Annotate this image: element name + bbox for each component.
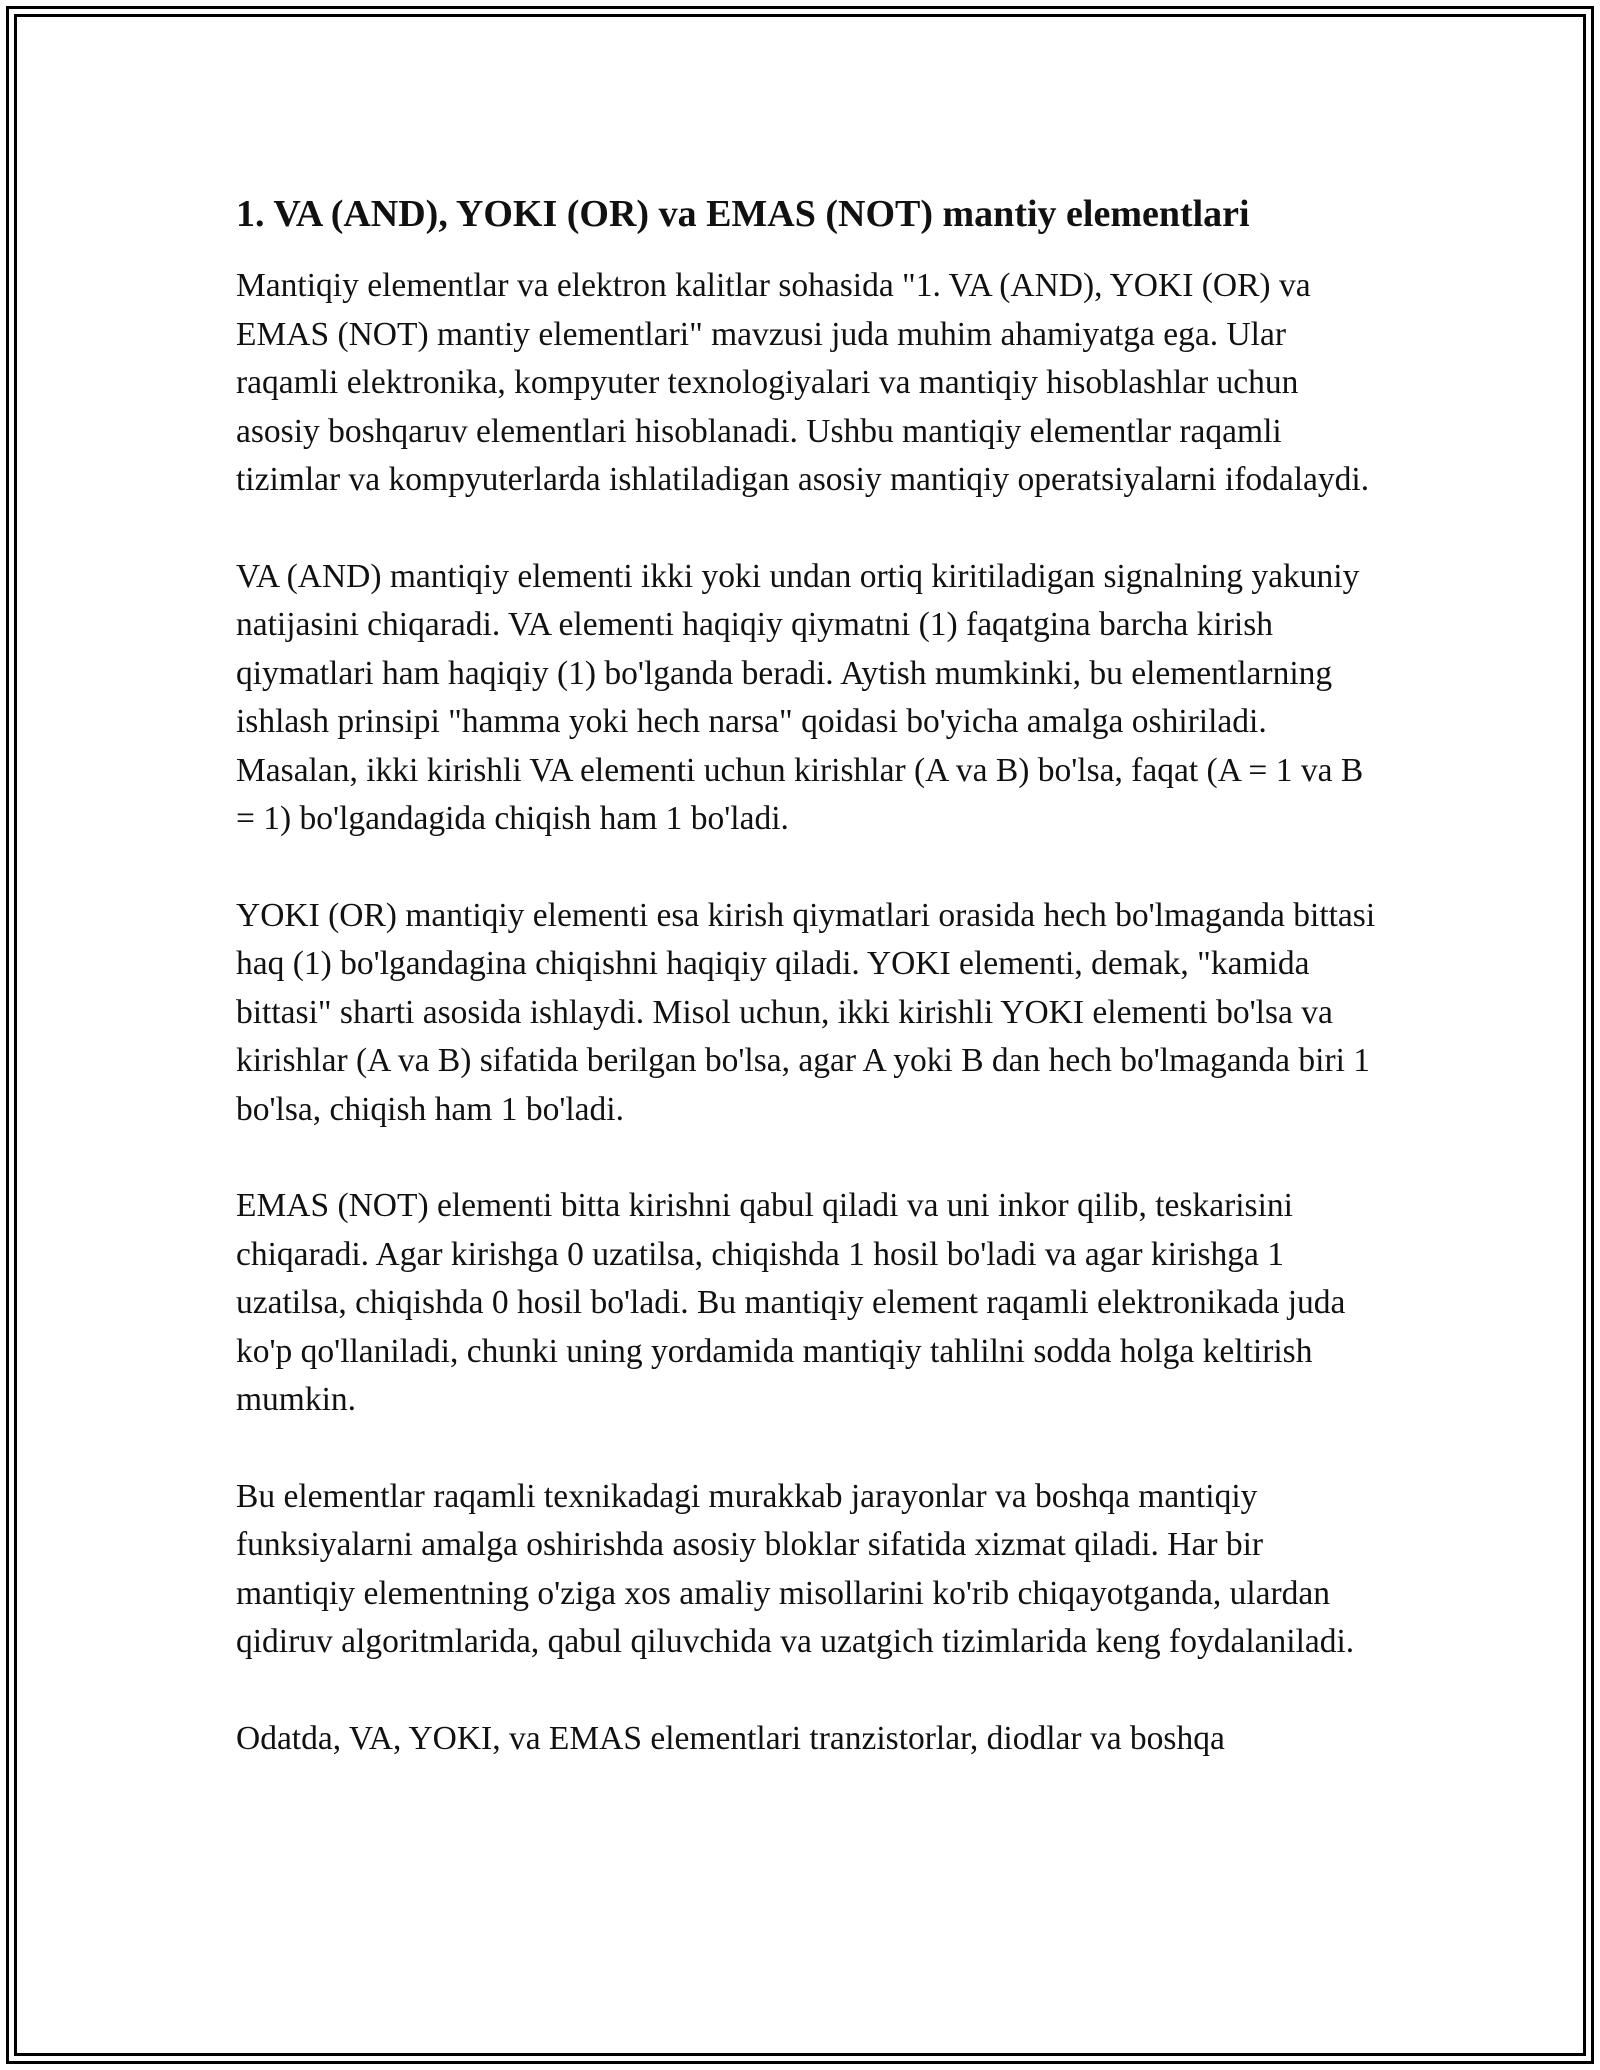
paragraph-not-element: EMAS (NOT) elementi bitta kirishni qabul qiladi va uni inkor qilib, teskarisini chiqaradi. Agar kirishga 0 uzatilsa, chiqishda 1 hosil bo'ladi va agar kirishga 1 uzatilsa, chiqishda 0 hosil bo'ladi. Bu mantiqiy element raqamli elektronikada juda ko'p qo'llaniladi, chunki uning yordamida mantiqiy tahlilni sodda holga keltirish mumkin.	[236, 1187, 1346, 1418]
section-heading: 1. VA (AND), YOKI (OR) va EMAS (NOT) mantiy elementlari	[236, 193, 1250, 235]
paragraph-implementation: Odatda, VA, YOKI, va EMAS elementlari tranzistorlar, diodlar va boshqa	[236, 1719, 1225, 1757]
paragraph-applications: Bu elementlar raqamli texnikadagi murakkab jarayonlar va boshqa mantiqiy funksiyalarni amalga oshirishda asosiy bloklar sifatida xizmat qiladi. Har bir mantiqiy elementning o'ziga xos amaliy misollarini ko'rib chiqayotganda, ulardan qidiruv algoritmlarida, qabul qiluvchida va uzatgich tizimlarida keng foydalaniladi.	[236, 1477, 1355, 1660]
paragraph-intro: Mantiqiy elementlar va elektron kalitlar sohasida "1. VA (AND), YOKI (OR) va EMAS (NOT) mantiy elementlari" mavzusi juda muhim ahamiyatga ega. Ular raqamli elektronika, kompyuter texnologiyalari va mantiqiy hisoblashlar uchun asosiy boshqaruv elementlari hisoblanadi. Ushbu mantiqiy elementlar raqamli tizimlar va kompyuterlarda ishlatiladigan asosiy mantiqiy operatsiyalarni ifodalaydi.	[236, 267, 1370, 498]
document-body	[236, 186, 1384, 1811]
paragraph-or-element: YOKI (OR) mantiqiy elementi esa kirish qiymatlari orasida hech bo'lmaganda bittasi haq (1) bo'lgandagina chiqishni haqiqiy qiladi. YOKI elementi, demak, "kamida bittasi" sharti asosida ishlaydi. Misol uchun, ikki kirishli YOKI elementi bo'lsa va kirishlar (A va B) sifatida berilgan bo'lsa, agar A yoki B dan hech bo'lmaganda biri 1 bo'lsa, chiqish ham 1 bo'ladi.	[236, 896, 1376, 1128]
paragraph-and-element: VA (AND) mantiqiy elementi ikki yoki undan ortiq kiritiladigan signalning yakuniy natijasini chiqaradi. VA elementi haqiqiy qiymatni (1) faqatgina barcha kirish qiymatlari ham haqiqiy (1) bo'lganda beradi. Aytish mumkinki, bu elementlarning ishlash prinsipi "hamma yoki hech narsa" qoidasi bo'yicha amalga oshiriladi. Masalan, ikki kirishli VA elementi uchun kirishlar (A va B) bo'lsa, faqat (A = 1 va B = 1) bo'lgandagida chiqish ham 1 bo'ladi.	[236, 557, 1364, 837]
